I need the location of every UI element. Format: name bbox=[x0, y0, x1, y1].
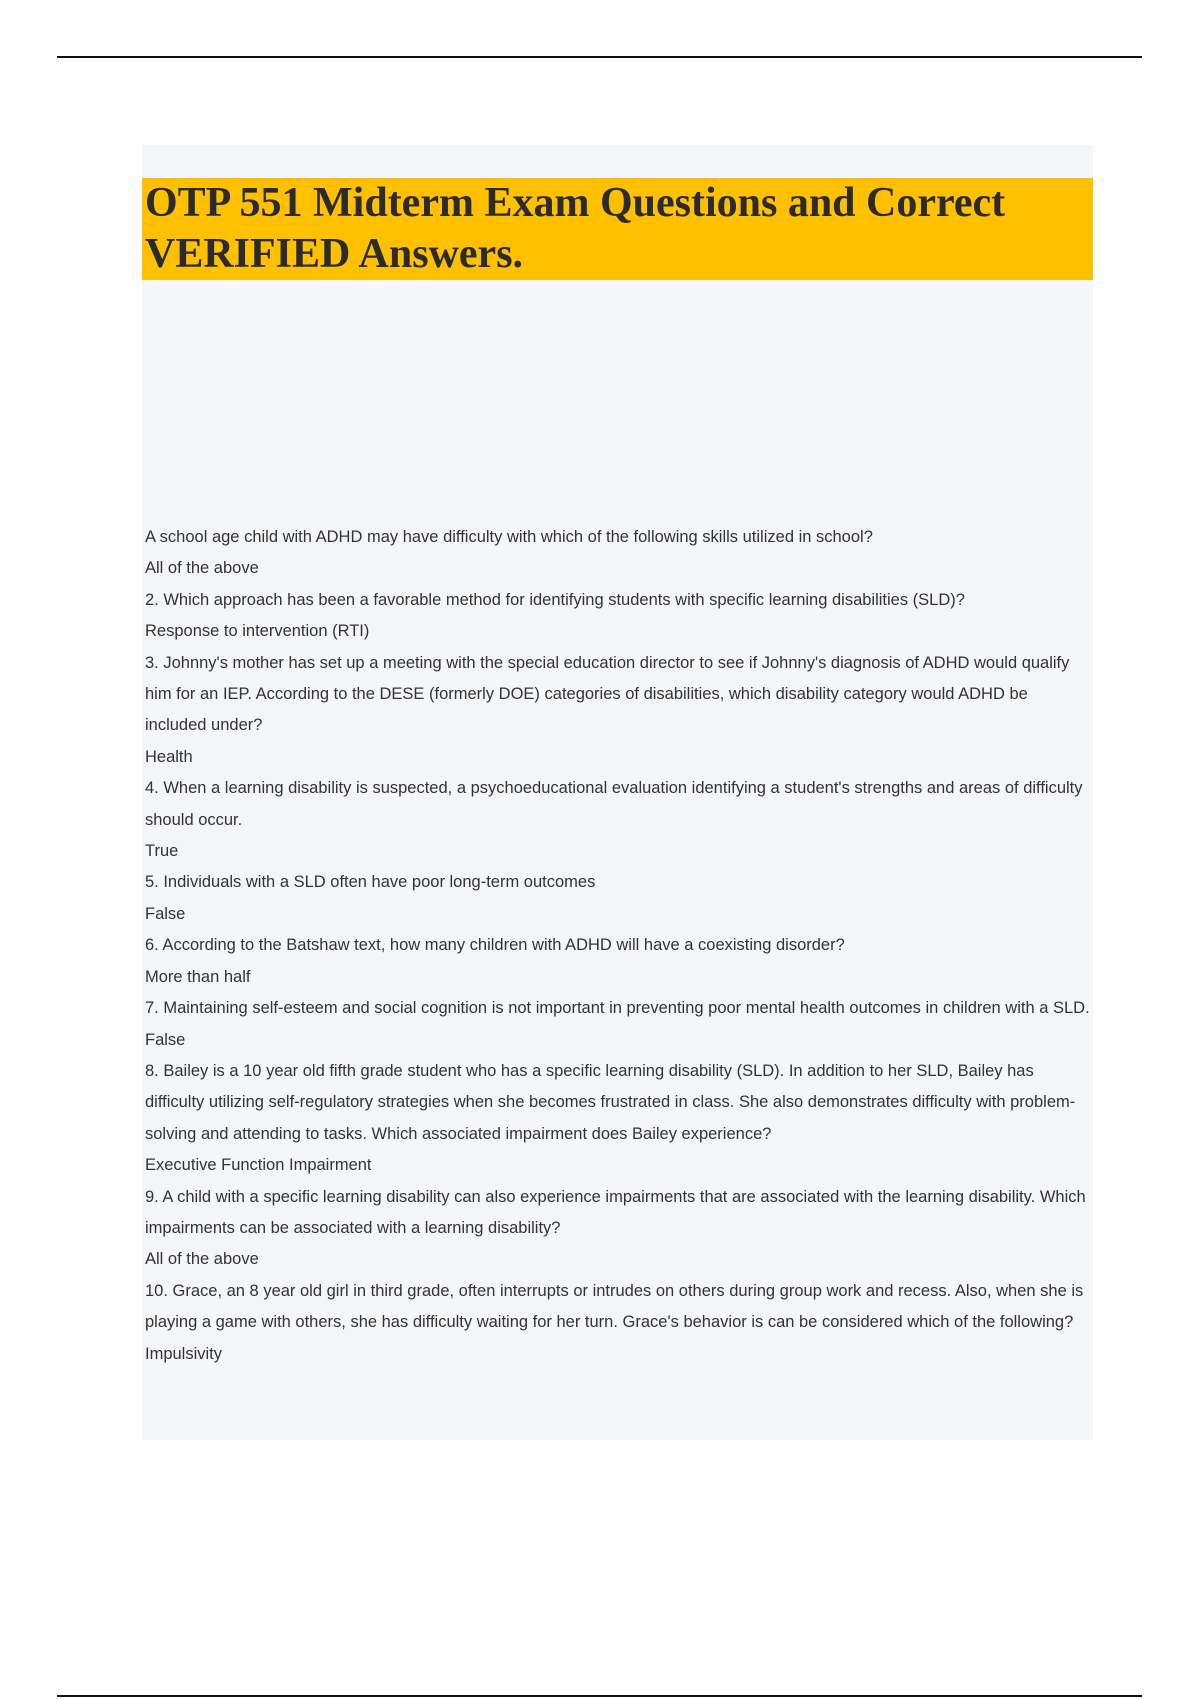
question-6: 6. According to the Batshaw text, how many children with ADHD will have a coexisting disorder? bbox=[145, 936, 845, 955]
title-banner bbox=[142, 178, 1093, 280]
answer-10: Impulsivity bbox=[145, 1344, 223, 1363]
answer-3: Health bbox=[145, 747, 193, 766]
answer-1: All of the above bbox=[145, 559, 259, 578]
answer-5: False bbox=[145, 904, 186, 923]
document-panel bbox=[142, 145, 1093, 1440]
question-7: 7. Maintaining self-esteem and social cognition is not important in preventing poor mental health outcomes in children with a SLD. bbox=[145, 999, 1090, 1018]
answer-4: True bbox=[145, 842, 179, 861]
question-2: 2. Which approach has been a favorable method for identifying students with specific learning disabilities (SLD)? bbox=[145, 590, 965, 609]
answer-2: Response to intervention (RTI) bbox=[145, 622, 370, 641]
answer-9: All of the above bbox=[145, 1250, 259, 1269]
question-1: A school age child with ADHD may have difficulty with which of the following skills utilized in school? bbox=[145, 528, 873, 546]
top-rule bbox=[57, 56, 1142, 58]
bottom-rule bbox=[57, 1695, 1142, 1697]
question-3: 3. Johnny's mother has set up a meeting with the special education director to see if Johnny's diagnosis of ADHD would qualify him for an IEP. According to the DESE (formerly DOE) categories of disabilities, which disability category would ADHD be included under? bbox=[145, 653, 1070, 735]
answer-8: Executive Function Impairment bbox=[145, 1156, 372, 1175]
question-8: 8. Bailey is a 10 year old fifth grade student who has a specific learning disability (SLD). In addition to her SLD, Bailey has difficulty utilizing self-regulatory strategies when she becomes frustrated in class. She also demonstrates difficulty with problem-solving and attending to tasks. Which associated impairment does Bailey experience? bbox=[145, 1061, 1076, 1143]
answer-6: More than half bbox=[145, 967, 251, 986]
answer-7: False bbox=[145, 1030, 186, 1049]
question-10: 10. Grace, an 8 year old girl in third grade, often interrupts or intrudes on others during group work and recess. Also, when she is playing a game with others, she has difficulty waiting for her turn. Grace's behavior is can be considered which of the following? bbox=[145, 1281, 1084, 1332]
question-4: 4. When a learning disability is suspected, a psychoeducational evaluation identifying a student's strengths and areas of difficulty should occur. bbox=[145, 779, 1083, 829]
question-9: 9. A child with a specific learning disability can also experience impairments that are associated with the learning disability. Which impairments can be associated with a learning disability? bbox=[145, 1187, 1086, 1237]
question-5: 5. Individuals with a SLD often have poor long-term outcomes bbox=[145, 873, 596, 892]
qa-list bbox=[145, 522, 1090, 1370]
document-title: OTP 551 Midterm Exam Questions and Correct VERIFIED Answers. bbox=[145, 180, 1006, 277]
